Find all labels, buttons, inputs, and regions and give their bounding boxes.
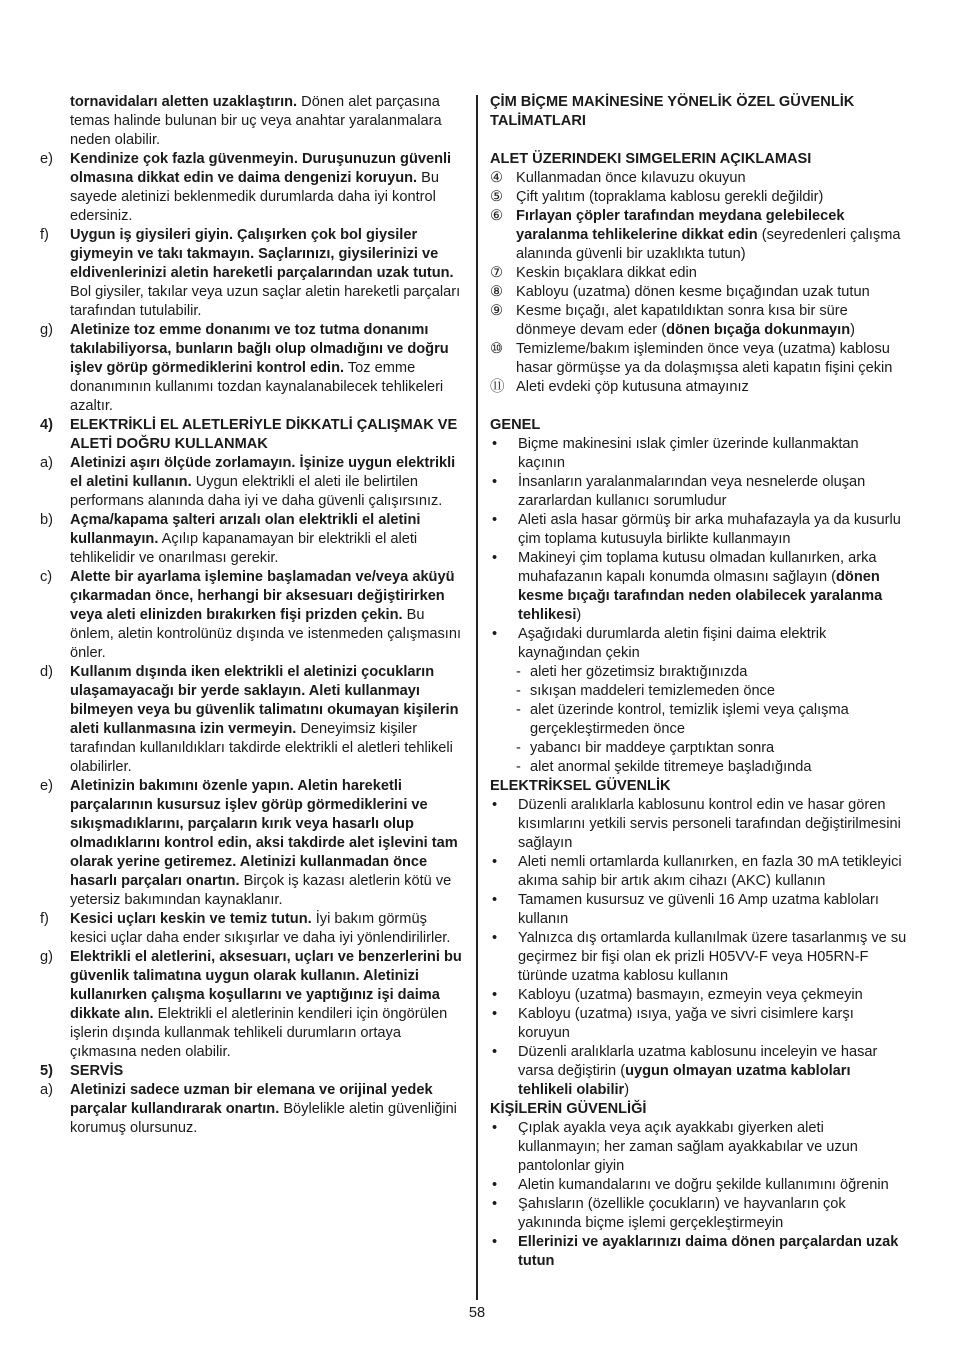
column-divider (476, 95, 478, 1300)
symbol-item (490, 340, 908, 378)
item-marker: e) (40, 778, 53, 794)
bullet-item (490, 625, 908, 663)
bold-text: tornavidaları aletten uzaklaştırın. (70, 94, 298, 110)
sub-list-text: yabancı bir maddeye çarptıktan sonra (530, 740, 775, 756)
list-item (40, 777, 466, 910)
bullet-marker: • (492, 474, 498, 490)
item-marker: ⑪ (490, 379, 505, 395)
list-item (40, 663, 466, 777)
item-text (516, 207, 908, 264)
dash-marker: - (516, 759, 521, 775)
item-text (518, 1176, 908, 1195)
bullet-item (490, 796, 908, 853)
item-text (518, 1043, 908, 1100)
bullet-marker: • (492, 1234, 498, 1250)
bold-text: uygun olmayan uzatma kabloları tehlikeli olabilir (518, 1063, 851, 1098)
bold-text: Aletinizin bakımını özenle yapın. Aletin hareketli parçalarının kusursuz işlev görüp görmediklerini ve sıkışmadıklarını, parçaların kırık veya hasarlı olup olmadıklarını kontrol edin, aksi takdirde alet işlevini tam olarak yerine getiremez. Aletinizi kullanmadan önce hasarlı parçaları onartın. (70, 778, 458, 889)
list-item (40, 948, 466, 1062)
dash-marker: - (516, 740, 521, 756)
bullet-marker: • (492, 1177, 498, 1193)
bullet-item (490, 986, 908, 1005)
body-text: Dönen alet parçasına temas halinde bulunan bir uç veya anahtar yaralanmalara neden olabilir. (70, 94, 442, 148)
bullet-item (490, 1233, 908, 1271)
symbol-item (490, 207, 908, 264)
bold-text: Uygun iş giysileri giyin. Çalışırken çok bol giysiler giymeyin ve takı takmayın. Saçlarınızı, giysilerinizi ve eldivenlerinizi aletin hareketli parçalarından uzak tutun. (70, 227, 454, 281)
item-text (518, 473, 908, 511)
item-text (516, 264, 908, 283)
bullet-marker: • (492, 930, 498, 946)
list-item (40, 150, 466, 226)
body-text: Aşağıdaki durumlarda aletin fişini daima elektrik kaynağından çekin (518, 626, 827, 661)
symbol-item (490, 378, 908, 397)
bold-text: Kendinize çok fazla güvenmeyin. Duruşunuzun güvenli olmasına dikkat edin ve daima dengenizi koruyun. (70, 151, 452, 186)
item-text (70, 150, 466, 226)
body-text: Uygun elektrikli el aleti ile belirtilen performans alanında daha iyi ve daha güvenli çalışırsınız. (70, 474, 443, 509)
sub-list-item (490, 701, 908, 739)
body-text: Tamamen kusursuz ve güvenli 16 Amp uzatma kabloları kullanın (518, 892, 879, 927)
bold-text: Aletinizi sadece uzman bir elemana ve orijinal yedek parçalar kullandırarak onartın. (70, 1082, 433, 1117)
bullet-item (490, 853, 908, 891)
item-text (70, 511, 466, 568)
item-text (70, 226, 466, 321)
list-item (40, 226, 466, 321)
item-marker: c) (40, 569, 53, 585)
body-text: Birçok iş kazası aletlerin kötü ve yetersiz bakımından kaynaklanır. (70, 873, 452, 908)
spacer (490, 131, 908, 150)
item-text (518, 1233, 908, 1271)
bullet-marker: • (492, 512, 498, 528)
body-text: İnsanların yaralanmalarından veya nesnelerde oluşan zararlardan kullanıcı sorumludur (518, 474, 866, 509)
section-heading: KİŞİLERİN GÜVENLİĞİ (490, 1101, 647, 1117)
item-marker: ⑤ (490, 189, 504, 205)
body-text: Kabloyu (uzatma) ısıya, yağa ve sivri cisimlere karşı koruyun (518, 1006, 854, 1041)
right-column (490, 93, 908, 1271)
item-text (70, 416, 466, 454)
item-marker: 4) (40, 417, 53, 433)
bold-text: Kesici uçları keskin ve temiz tutun. (70, 911, 312, 927)
bullet-item (490, 929, 908, 986)
dash-marker: - (516, 702, 521, 718)
symbol-item (490, 188, 908, 207)
body-text: Şahısların (özellikle çocukların) ve hayvanların çok yakınında biçme işlemi gerçekleştirmeyin (518, 1196, 846, 1231)
bullet-item (490, 891, 908, 929)
bullet-marker: • (492, 1006, 498, 1022)
bold-text: SERVİS (70, 1063, 124, 1079)
body-text: Kabloyu (uzatma) basmayın, ezmeyin veya çekmeyin (518, 987, 863, 1003)
bullet-item (490, 549, 908, 625)
body-text: Çift yalıtım (topraklama kablosu gerekli değildir) (516, 189, 824, 205)
bullet-marker: • (492, 1120, 498, 1136)
body-text: İyi bakım görmüş kesici uçlar daha ender sıkışırlar ve daha iyi yönlendirilirler. (70, 911, 451, 946)
body-text: Aletin kumandalarını ve doğru şekilde kullanımını öğrenin (518, 1177, 889, 1193)
body-text: Açılıp kapanamayan bir elektrikli el aleti tehlikelidir ve onarılması gerekir. (70, 531, 418, 566)
continued-paragraph (40, 93, 466, 150)
bullet-marker: • (492, 550, 498, 566)
dash-marker: - (516, 683, 521, 699)
item-text (518, 796, 908, 853)
item-text (518, 511, 908, 549)
bullet-marker: • (492, 854, 498, 870)
body-text: Yalnızca dış ortamlarda kullanılmak üzere tasarlanmış ve su geçirmez bir fişi olan ek prizli H05VV-F veya H05RN-F türünde uzatma kablosu kullanın (518, 930, 907, 984)
item-marker: ⑧ (490, 284, 504, 300)
item-text (70, 663, 466, 777)
item-marker: ④ (490, 170, 504, 186)
item-text (516, 340, 908, 378)
item-text (70, 910, 466, 948)
section-title (40, 1062, 466, 1081)
sub-list-text: alet üzerinde kontrol, temizlik işlemi veya çalışma gerçekleştirmeden önce (530, 702, 849, 737)
body-text: Keskin bıçaklara dikkat edin (516, 265, 697, 281)
symbol-item (490, 302, 908, 340)
body-text: Makineyi çim toplama kutusu olmadan kullanırken, arka muhafazanın kapalı konumda olmasını sağlayın ( (518, 550, 877, 585)
section-heading: GENEL (490, 417, 541, 433)
bold-text: Kullanım dışında iken elektrikli el aletinizi çocukların ulaşamayacağı bir yerde saklayın. Aleti kullanmayı bilmeyen veya bu güvenlik talimatını okumayan kişilerin aleti kullanmasına izin vermeyin. (70, 664, 459, 737)
item-text (518, 1005, 908, 1043)
left-column (40, 93, 466, 1138)
bold-text: ELEKTRİKLİ EL ALETLERİYLE DİKKATLİ ÇALIŞMAK VE ALETİ DOĞRU KULLANMAK (70, 417, 458, 452)
item-marker: ⑩ (490, 341, 504, 357)
item-text (518, 625, 908, 663)
item-text (518, 891, 908, 929)
body-text: Bu sayede aletinizi beklenmedik durumlarda daha iyi kontrol edersiniz. (70, 170, 440, 224)
item-marker: a) (40, 1082, 53, 1098)
body-text: Toz emme donanımının kullanımı tozdan kaynalanabilecek tehlikeleri azaltır. (70, 360, 444, 414)
body-text: Bu önlem, aletin kontrolünüz dışında ve istenmeden çalışmasını önler. (70, 607, 462, 661)
item-marker: a) (40, 455, 53, 471)
item-marker: f) (40, 911, 49, 927)
sub-list-item (490, 663, 908, 682)
item-marker: e) (40, 151, 53, 167)
symbol-item (490, 169, 908, 188)
item-marker: ⑦ (490, 265, 504, 281)
item-marker: 5) (40, 1063, 53, 1079)
item-text (518, 1119, 908, 1176)
bold-text: Elektrikli el aletlerini, aksesuarı, uçları ve benzerlerini bu güvenlik talimatına uygun olarak kullanın. Aletinizi kullanırken çalışma koşullarını ve yaptığınız işi daima dikkate alın. (70, 949, 462, 1022)
body-text: Elektrikli el aletlerinin kendileri için öngörülen işlerin dışında kullanmak tehlikeli durumların ortaya çıkmasına neden olabilir. (70, 1006, 448, 1060)
body-text: ) (576, 607, 582, 623)
body-text: (seyredenleri çalışma alanında güvenli bir uzaklıkta tutun) (516, 227, 901, 262)
bold-text: dönen kesme bıçağı tarafından neden olabilecek yaralanma tehlikesi (518, 569, 883, 623)
section-heading: ALET ÜZERINDEKI SIMGELERIN AÇIKLAMASI (490, 151, 812, 167)
bold-text: Açma/kapama şalteri arızalı olan elektrikli el aletini kullanmayın. (70, 512, 421, 547)
body-text: Temizleme/bakım işleminden önce veya (uzatma) kablosu hasar görmüşse ya da dolaşmışsa aleti kapatın fişini çekin (516, 341, 893, 376)
sub-list-item (490, 682, 908, 701)
item-marker: ⑨ (490, 303, 504, 319)
symbol-item (490, 283, 908, 302)
bullet-item (490, 1043, 908, 1100)
body-text: Kesme bıçağı, alet kapatıldıktan sonra kısa bir süre dönmeye devam eder ( (516, 303, 848, 338)
body-text: Aleti asla hasar görmüş bir arka muhafazayla ya da kusurlu çim toplama kutusuyla birlikte kullanmayın (518, 512, 901, 547)
item-text (516, 378, 908, 397)
item-text (70, 568, 466, 663)
bold-text: Fırlayan çöpler tarafından meydana gelebilecek yaralanma tehlikelerine dikkat edin (516, 208, 845, 243)
sub-list-text: aleti her gözetimsiz bıraktığınızda (530, 664, 748, 680)
bullet-item (490, 1119, 908, 1176)
item-text (70, 321, 466, 416)
bullet-marker: • (492, 436, 498, 452)
dash-marker: - (516, 664, 521, 680)
body-text: ) (624, 1082, 630, 1098)
item-text (518, 853, 908, 891)
item-marker: b) (40, 512, 53, 528)
item-marker: g) (40, 322, 53, 338)
bullet-marker: • (492, 1044, 498, 1060)
body-text: ) (850, 322, 856, 338)
list-item (40, 910, 466, 948)
item-text (70, 1081, 466, 1138)
bold-text: Ellerinizi ve ayaklarınızı daima dönen parçalardan uzak tutun (518, 1234, 899, 1269)
body-text: Biçme makinesini ıslak çimler üzerinde kullanmaktan kaçının (518, 436, 859, 471)
body-text: Böylelikle aletin güvenliğini korumuş olursunuz. (70, 1101, 457, 1136)
section-heading: ÇİM BİÇME MAKİNESİNE YÖNELİK ÖZEL GÜVENLİK TALİMATLARI (490, 94, 855, 129)
bullet-marker: • (492, 626, 498, 642)
bullet-marker: • (492, 892, 498, 908)
body-text: Düzenli aralıklarla uzatma kablosunu inceleyin ve hasar varsa değiştirin ( (518, 1044, 878, 1079)
sub-list-item (490, 758, 908, 777)
bullet-marker: • (492, 987, 498, 1003)
bold-text: Alette bir ayarlama işlemine başlamadan ve/veya aküyü çıkarmadan önce, herhangi bir aksesuarı değiştirirken veya aleti elinizden bırakırken fişi prizden çekin. (70, 569, 455, 623)
bullet-marker: • (492, 797, 498, 813)
symbol-item (490, 264, 908, 283)
item-marker: g) (40, 949, 53, 965)
bullet-item (490, 1195, 908, 1233)
list-item (40, 321, 466, 416)
item-text (518, 1195, 908, 1233)
bullet-item (490, 435, 908, 473)
sub-list-item (490, 739, 908, 758)
item-text (518, 435, 908, 473)
sub-list-text: sıkışan maddeleri temizlemeden önce (530, 683, 775, 699)
bold-text: Aletinize toz emme donanımı ve toz tutma donanımı takılabiliyorsa, bunların bağlı olup olmadığını ve doğru işlev görüp görmediklerini kontrol edin. (70, 322, 449, 376)
item-text (518, 929, 908, 986)
item-text (518, 549, 908, 625)
list-item (40, 568, 466, 663)
item-text (70, 1062, 466, 1081)
bold-text: dönen bıçağa dokunmayın (666, 322, 851, 338)
bullet-item (490, 1005, 908, 1043)
spacer (490, 397, 908, 416)
item-text (516, 283, 908, 302)
item-text (70, 777, 466, 910)
bold-text: Aletinizi aşırı ölçüde zorlamayın. İşinize uygun elektrikli el aletini kullanın. (70, 455, 456, 490)
body-text: Deneyimsiz kişiler tarafından kullanıldıkları takdirde elektrikli el aletleri tehlikeli olabilirler. (70, 721, 453, 775)
item-text (70, 454, 466, 511)
bullet-item (490, 1176, 908, 1195)
item-marker: ⑥ (490, 208, 504, 224)
body-text: Düzenli aralıklarla kablosunu kontrol edin ve hasar gören kısımlarını yetkili servis personeli tarafından değiştirilmesini sağlayın (518, 797, 901, 851)
body-text: Kullanmadan önce kılavuzu okuyun (516, 170, 746, 186)
section-title (40, 416, 466, 454)
body-text: Çıplak ayakla veya açık ayakkabı giyerken aleti kullanmayın; her zaman sağlam ayakkabılar ve uzun pantolonlar giyin (518, 1120, 858, 1174)
item-marker: d) (40, 664, 53, 680)
body-text: Aleti nemli ortamlarda kullanırken, en fazla 30 mA tetikleyici akıma sahip bir artık akım cihazı (AKC) kullanın (518, 854, 902, 889)
list-item (40, 454, 466, 511)
sub-list-text: alet anormal şekilde titremeye başladığında (530, 759, 812, 775)
list-item (40, 1081, 466, 1138)
body-text: Bol giysiler, takılar veya uzun saçlar aletin hareketli parçaları tarafından tutulabilir. (70, 284, 461, 319)
bullet-marker: • (492, 1196, 498, 1212)
item-text (70, 948, 466, 1062)
bullet-item (490, 511, 908, 549)
page-number: 58 (468, 1305, 486, 1321)
bullet-item (490, 473, 908, 511)
item-text (516, 302, 908, 340)
item-text (518, 986, 908, 1005)
list-item (40, 511, 466, 568)
item-marker: f) (40, 227, 49, 243)
section-heading: ELEKTRİKSEL GÜVENLİK (490, 778, 671, 794)
item-text (516, 188, 908, 207)
item-text (516, 169, 908, 188)
body-text: Aleti evdeki çöp kutusuna atmayınız (516, 379, 749, 395)
body-text: Kabloyu (uzatma) dönen kesme bıçağından uzak tutun (516, 284, 870, 300)
